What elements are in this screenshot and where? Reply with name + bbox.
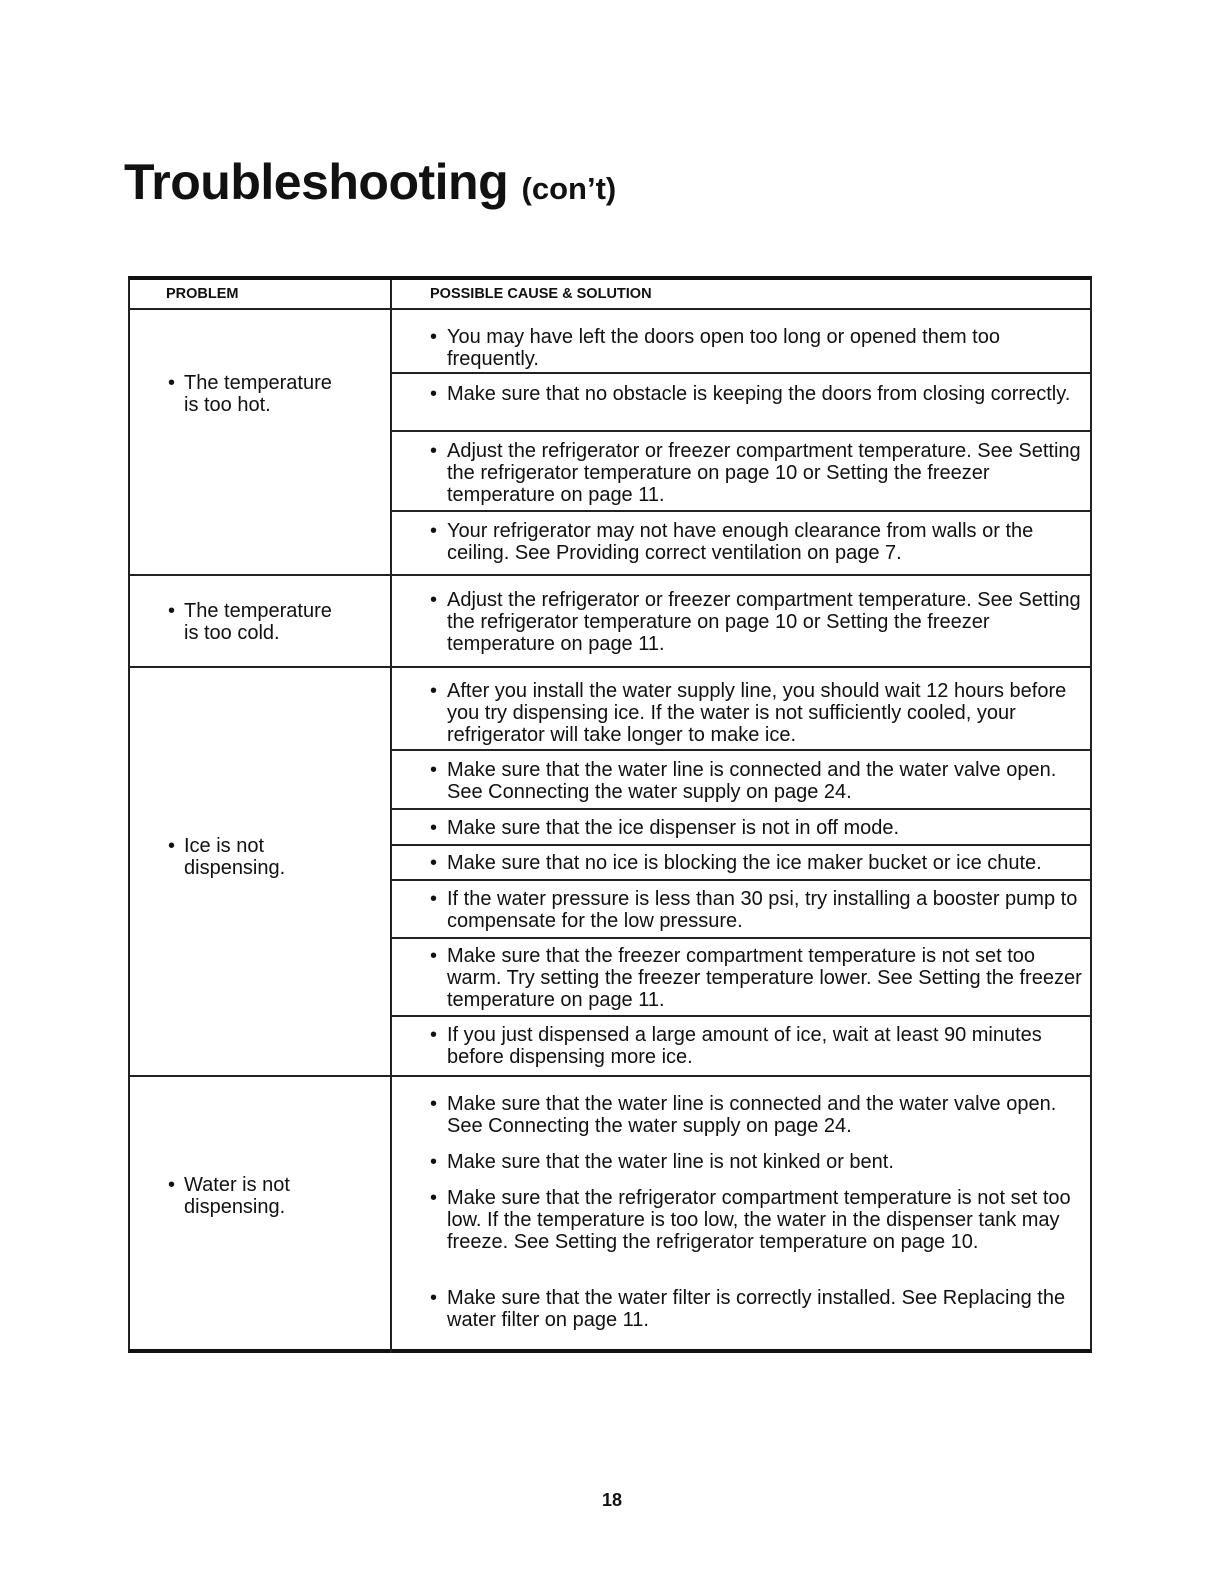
solution-item: • If you just dispensed a large amount of ice, wait at least 90 minutes before dispensing more ice.	[430, 1024, 1042, 1068]
problem-water-not-dispensing: • Water is not dispensing.	[168, 1174, 290, 1218]
solution-item: • Make sure that no obstacle is keeping the doors from closing correctly.	[430, 383, 1071, 405]
page-number: 18	[601, 1490, 623, 1510]
troubleshooting-table	[128, 276, 1092, 1353]
solution-item: • Make sure that the water line is connected and the water valve open. See Connecting the water supply on page 24.	[430, 759, 1057, 803]
solution-item: • Make sure that the water line is connected and the water valve open. See Connecting the water supply on page 24.	[430, 1093, 1057, 1137]
solution-item: • Make sure that the water line is not kinked or bent.	[430, 1151, 894, 1173]
solution-item: • Adjust the refrigerator or freezer compartment temperature. See Setting the refrigerator temperature on page 10 or Setting the freezer temperature on page 11.	[430, 440, 1081, 506]
row-divider	[391, 749, 1090, 751]
row-divider	[391, 510, 1090, 512]
page-title-suffix: (con’t)	[521, 171, 617, 206]
solution-item: • If the water pressure is less than 30 psi, try installing a booster pump to compensate for the low pressure.	[430, 888, 1078, 932]
header-rule	[130, 308, 1090, 310]
problem-ice-not-dispensing: • Ice is not dispensing.	[168, 835, 286, 879]
problem-too-hot: • The temperature is too hot.	[168, 372, 332, 416]
column-divider	[390, 280, 392, 1353]
header-solution: POSSIBLE CAUSE & SOLUTION	[430, 286, 652, 302]
solution-item: • After you install the water supply line, you should wait 12 hours before you try dispensing ice. If the water is not sufficiently cooled, your refrigerator will take longer to make ice.	[430, 680, 1067, 746]
solution-item: • Make sure that no ice is blocking the ice maker bucket or ice chute.	[430, 852, 1042, 874]
page-title: Troubleshooting (con’t)	[124, 154, 617, 210]
header-problem: PROBLEM	[166, 286, 239, 302]
row-divider	[391, 430, 1090, 432]
group-divider	[130, 574, 1090, 576]
solution-item: • Your refrigerator may not have enough clearance from walls or the ceiling. See Providing correct ventilation on page 7.	[430, 520, 1034, 564]
solution-item: • Make sure that the water filter is correctly installed. See Replacing the water filter on page 11.	[430, 1287, 1066, 1331]
row-divider	[391, 372, 1090, 374]
group-divider	[130, 1075, 1090, 1077]
solution-item: • Adjust the refrigerator or freezer compartment temperature. See Setting the refrigerator temperature on page 10 or Setting the freezer temperature on page 11.	[430, 589, 1081, 655]
group-divider	[130, 666, 1090, 668]
row-divider	[391, 937, 1090, 939]
row-divider	[391, 808, 1090, 810]
solution-item: • Make sure that the freezer compartment temperature is not set too warm. Try setting the freezer temperature lower. See Setting the freezer temperature on page 11.	[430, 945, 1082, 1011]
solution-item: • Make sure that the ice dispenser is not in off mode.	[430, 817, 900, 839]
problem-too-cold: • The temperature is too cold.	[168, 600, 332, 644]
row-divider	[391, 1015, 1090, 1017]
row-divider	[391, 879, 1090, 881]
solution-item: • Make sure that the refrigerator compartment temperature is not set too low. If the temperature is too low, the water in the dispenser tank may freeze. See Setting the refrigerator temperature on page 10.	[430, 1187, 1071, 1253]
row-divider	[391, 844, 1090, 846]
solution-item: • You may have left the doors open too long or opened them too frequently.	[430, 326, 1000, 370]
